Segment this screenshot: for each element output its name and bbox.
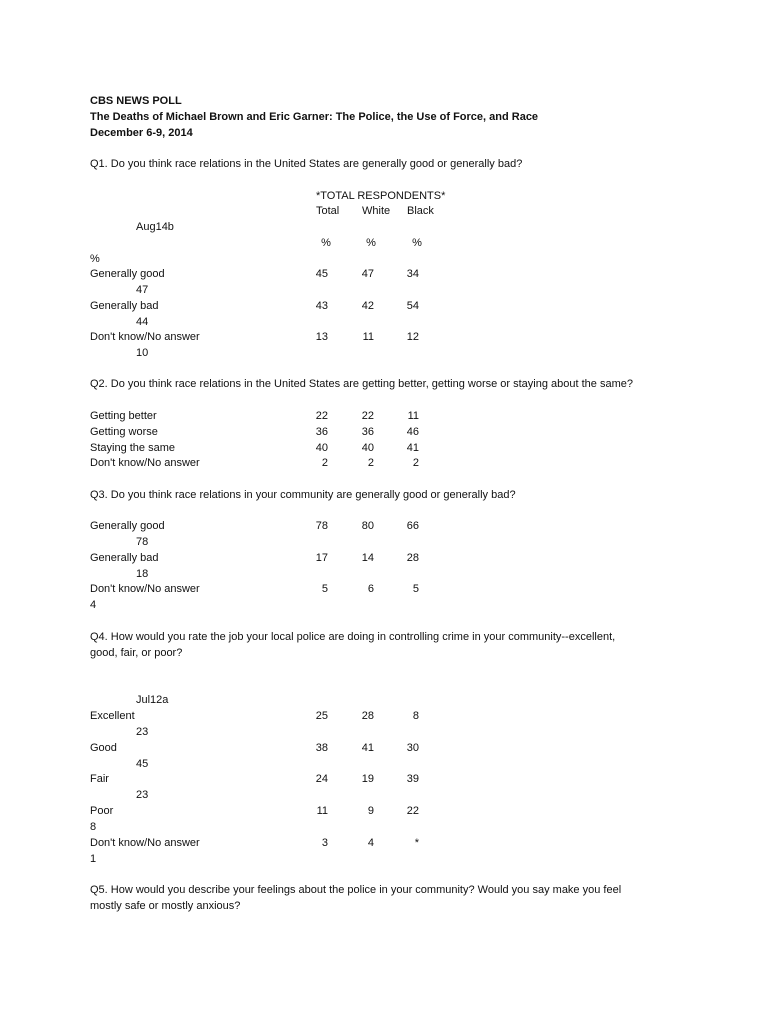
table-cell: 34	[406, 268, 419, 280]
table-cell: 13	[315, 331, 328, 343]
table-row-label: Don't know/No answer	[90, 331, 200, 343]
q3-question: Q3. Do you think race relations in your community are generally good or generally bad?	[90, 489, 516, 501]
table-row-label: Poor	[90, 805, 114, 817]
table-cell: 5	[412, 583, 419, 595]
table-cell: 40	[315, 442, 328, 454]
poll-title: The Deaths of Michael Brown and Eric Garner: The Police, the Use of Force, and Race	[90, 111, 539, 123]
q1-pct-black: %	[412, 237, 422, 249]
table-cell: 80	[361, 520, 374, 532]
q4-question-line1: Q4. How would you rate the job your local police are doing in controlling crime in your community--excellent,	[90, 631, 616, 643]
trend-value: 18	[136, 568, 149, 580]
table-cell: 41	[406, 442, 419, 454]
table-cell: 36	[315, 426, 328, 438]
table-cell: 54	[406, 300, 419, 312]
table-row-label: Generally good	[90, 520, 165, 532]
table-cell: 45	[315, 268, 328, 280]
q2-question: Q2. Do you think race relations in the United States are getting better, getting worse or staying about the same?	[90, 378, 633, 390]
poll-dates: December 6-9, 2014	[90, 127, 193, 139]
table-cell: 9	[367, 805, 374, 817]
table-cell: 25	[315, 710, 328, 722]
q1-group-header: *TOTAL RESPONDENTS*	[316, 190, 446, 202]
table-cell: 11	[407, 410, 419, 422]
q1-trend-header: Aug14b	[136, 221, 174, 233]
table-cell: 19	[361, 773, 374, 785]
table-cell: 11	[316, 805, 328, 817]
table-cell: 24	[315, 773, 328, 785]
table-cell: 17	[315, 552, 328, 564]
q1-pct-white: %	[366, 237, 376, 249]
table-row-label: Don't know/No answer	[90, 837, 200, 849]
table-row-label: Fair	[90, 773, 109, 785]
table-cell: 4	[367, 837, 374, 849]
q4-question-line2: good, fair, or poor?	[90, 647, 183, 659]
table-cell: 28	[406, 552, 419, 564]
table-cell: 66	[406, 520, 419, 532]
table-row-label: Generally bad	[90, 300, 159, 312]
table-cell: 28	[361, 710, 374, 722]
q1-pct-total: %	[321, 237, 331, 249]
poll-name: CBS NEWS POLL	[90, 95, 182, 107]
table-cell: 46	[406, 426, 419, 438]
table-cell: 41	[361, 742, 374, 754]
table-cell: 14	[361, 552, 374, 564]
trend-value: 1	[90, 853, 97, 865]
table-cell: 42	[361, 300, 374, 312]
table-cell: *	[414, 837, 419, 849]
table-cell: 43	[315, 300, 328, 312]
table-cell: 11	[362, 331, 374, 343]
trend-value: 47	[136, 284, 149, 296]
q1-col-black: Black	[407, 205, 434, 217]
table-cell: 78	[315, 520, 328, 532]
table-cell: 36	[361, 426, 374, 438]
trend-value: 44	[136, 316, 149, 328]
table-cell: 22	[361, 410, 374, 422]
q5-question-line2: mostly safe or mostly anxious?	[90, 900, 241, 912]
table-row-label: Staying the same	[90, 442, 175, 454]
table-cell: 6	[367, 583, 374, 595]
table-cell: 22	[315, 410, 328, 422]
table-cell: 40	[361, 442, 374, 454]
trend-value: 4	[90, 599, 97, 611]
table-row-label: Excellent	[90, 710, 135, 722]
trend-value: 23	[136, 789, 149, 801]
table-cell: 2	[412, 457, 419, 469]
q1-col-total: Total	[316, 205, 340, 217]
q1-question: Q1. Do you think race relations in the United States are generally good or generally bad?	[90, 158, 523, 170]
q1-trend-pct: %	[90, 253, 100, 265]
table-row-label: Good	[90, 742, 117, 754]
table-cell: 39	[406, 773, 419, 785]
trend-value: 10	[136, 347, 149, 359]
table-row-label: Getting better	[90, 410, 157, 422]
trend-value: 78	[136, 536, 149, 548]
table-row-label: Don't know/No answer	[90, 583, 200, 595]
trend-value: 8	[90, 821, 97, 833]
q1-col-white: White	[362, 205, 391, 217]
table-cell: 8	[412, 710, 419, 722]
trend-value: 23	[136, 726, 149, 738]
table-cell: 5	[321, 583, 328, 595]
table-row-label: Don't know/No answer	[90, 457, 200, 469]
table-cell: 30	[406, 742, 419, 754]
table-row-label: Getting worse	[90, 426, 158, 438]
table-row-label: Generally bad	[90, 552, 159, 564]
table-row-label: Generally good	[90, 268, 165, 280]
table-cell: 2	[367, 457, 374, 469]
trend-value: 45	[136, 758, 149, 770]
table-cell: 3	[321, 837, 328, 849]
table-cell: 12	[406, 331, 419, 343]
table-cell: 22	[406, 805, 419, 817]
q4-trend-header: Jul12a	[136, 694, 169, 706]
table-cell: 38	[315, 742, 328, 754]
table-cell: 47	[361, 268, 374, 280]
table-cell: 2	[321, 457, 328, 469]
q5-question-line1: Q5. How would you describe your feelings about the police in your community? Would you say make you feel	[90, 884, 622, 896]
